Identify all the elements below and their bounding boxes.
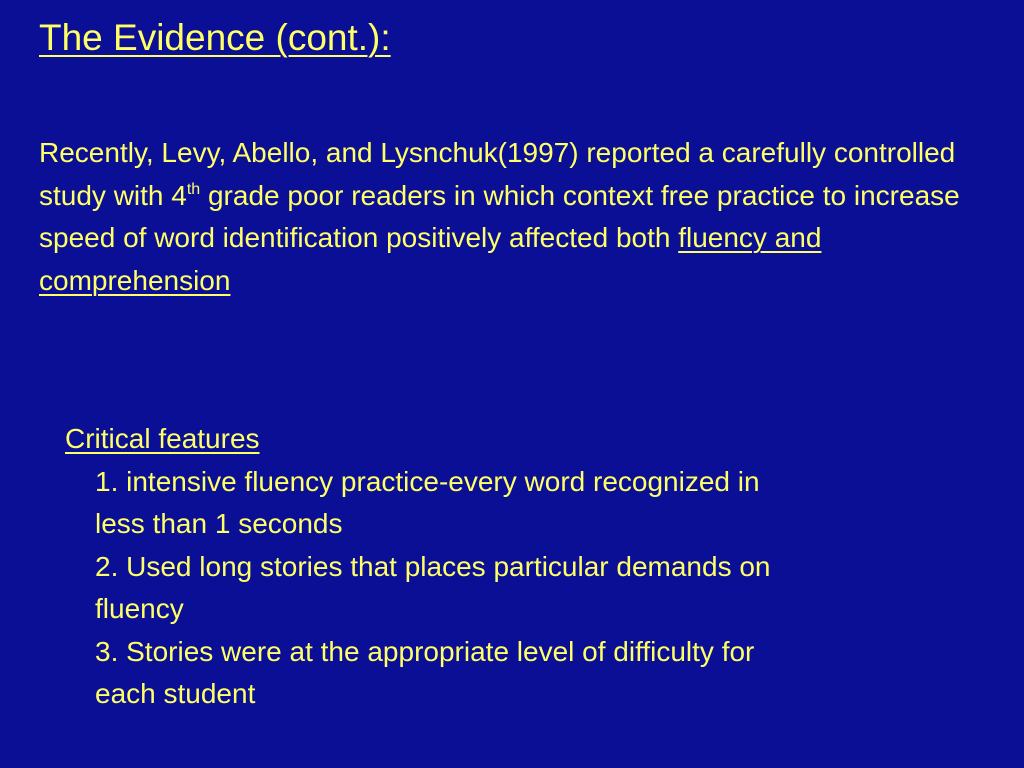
feature-item-1-line-1: 1. intensive fluency practice-every word recognized in: [95, 465, 760, 497]
critical-features-block: [65, 418, 1005, 716]
evidence-paragraph: [39, 132, 999, 302]
feature-item-2-line-1: 2. Used long stories that places particular demands on: [95, 550, 771, 582]
slide-title: The Evidence (cont.):: [39, 17, 391, 58]
paragraph-underlined-phrase: fluency and comprehension: [39, 222, 822, 296]
critical-features-list: [65, 461, 1005, 716]
feature-item-2-line-2: fluency: [95, 593, 184, 624]
ordinal-superscript: th: [186, 180, 201, 198]
feature-item-1-line-2: less than 1 seconds: [95, 508, 343, 539]
paragraph-text-start: Recently, Levy, Abello, and Lysnchuk(1997) reported a carefully controlled study with 4: [39, 137, 956, 211]
critical-features-heading: Critical features: [65, 423, 260, 454]
paragraph-text-middle: grade poor readers in which context free practice to increase speed of word identification positively affected both: [39, 179, 960, 253]
feature-item-1: [65, 461, 1005, 546]
feature-item-3: [65, 631, 1005, 716]
feature-item-3-line-2: each student: [95, 678, 256, 709]
feature-item-2: [65, 546, 1005, 631]
feature-item-3-line-1: 3. Stories were at the appropriate level of difficulty for: [95, 635, 755, 667]
